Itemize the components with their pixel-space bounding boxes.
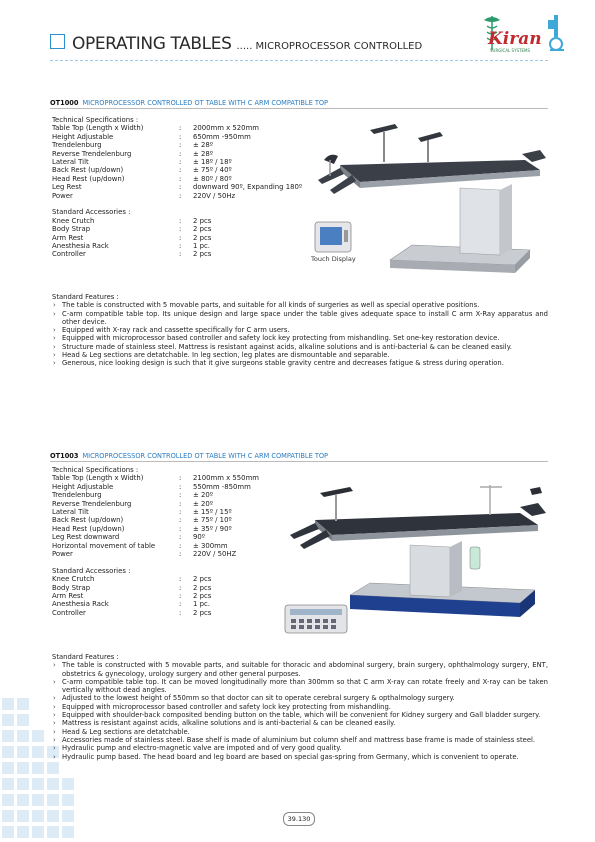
- spec-label: Trendelenburg: [52, 491, 102, 500]
- spec-colon: :: [179, 524, 182, 533]
- spec-row: [52, 234, 302, 242]
- product-divider: [50, 461, 548, 462]
- spec-colon: :: [179, 174, 182, 183]
- spec-label: Back Rest (up/down): [52, 516, 124, 525]
- spec-row: [52, 192, 302, 200]
- feature-item: › The table is constructed with 5 movable parts, and suitable for all kinds of surgeries as well as special operative positions.: [52, 301, 548, 309]
- spec-label: Leg Rest downward: [52, 533, 120, 542]
- spec-colon: :: [179, 541, 182, 550]
- spec-value: 1 pc.: [193, 600, 210, 609]
- feature-item: › Hydraulic pump and electro-magnetic valve are impoted and of very good quality.: [52, 744, 548, 752]
- spec-label: Power: [52, 549, 73, 558]
- product-code: OT1000: [50, 99, 79, 107]
- feature-item: › The table is constructed with 5 movable parts, and suitable for thoracic and abdominal surgery, brain surgery, ophthalmology surgery, ENT, obstetrics & gynecology, urology surgery and other general purposes.: [52, 661, 548, 678]
- spec-colon: :: [179, 166, 182, 175]
- spec-value: ± 80º / 80º: [193, 174, 232, 183]
- feature-item: › Generous, nice looking design is such that it give surgeons stable gravity centre and decreases fatigue & stress during operation.: [52, 359, 548, 367]
- spec-colon: :: [179, 141, 182, 150]
- feature-item: › Head & Leg sections are detatchable.: [52, 728, 548, 736]
- feature-item: › Equipped with shoulder-back composited bending button on the table, which will be convenient for Kidney surgery and Gall bladder surgery.: [52, 711, 548, 719]
- spec-table: [52, 116, 302, 259]
- spec-row: [52, 124, 302, 132]
- deco-square: [32, 778, 44, 790]
- product-name: MICROPROCESSOR CONTROLLED OT TABLE WITH C ARM COMPATIBLE TOP: [82, 452, 329, 460]
- spec-value: 220V / 50Hz: [193, 191, 236, 200]
- deco-square: [32, 794, 44, 806]
- spec-colon: :: [179, 533, 182, 542]
- page-number: 39.130: [283, 812, 315, 826]
- spec-value: ± 75º / 10º: [193, 516, 232, 525]
- deco-square: [32, 746, 44, 758]
- deco-square: [47, 762, 59, 774]
- spec-colon: :: [179, 191, 182, 200]
- page-subtitle: ..... MICROPROCESSOR CONTROLLED: [236, 41, 423, 52]
- spec-value: 1 pc.: [193, 241, 210, 250]
- spec-row: [52, 158, 302, 166]
- feature-item: › C-arm compatible table top. Its unique design and large space under the table gives adequate space to install C arm X-Ray apparatus and other device.: [52, 310, 548, 327]
- spec-label: Controller: [52, 608, 86, 617]
- spec-row: [52, 225, 302, 233]
- spec-colon: :: [179, 233, 182, 242]
- spec-label: Reverse Trendelenburg: [52, 149, 132, 158]
- deco-square: [62, 810, 74, 822]
- spec-value: ± 35º / 90º: [193, 524, 232, 533]
- deco-square: [17, 714, 29, 726]
- deco-square: [2, 778, 14, 790]
- spec-value: 2 pcs: [193, 583, 212, 592]
- spec-value: 2 pcs: [193, 608, 212, 617]
- spec-row: [52, 491, 259, 499]
- spec-row: [52, 242, 302, 250]
- features-list: [52, 653, 548, 761]
- spec-row: [52, 584, 259, 592]
- spec-colon: :: [179, 474, 182, 483]
- spec-label: Lateral Tilt: [52, 507, 89, 516]
- spec-value: 2 pcs: [193, 575, 212, 584]
- deco-square: [47, 826, 59, 838]
- features-list: [52, 293, 548, 368]
- spec-row: [52, 516, 259, 524]
- deco-square: [47, 794, 59, 806]
- product-code: OT1003: [50, 452, 79, 460]
- spec-row: [52, 508, 259, 516]
- header-divider: [50, 60, 548, 61]
- spec-colon: :: [179, 225, 182, 234]
- spec-row: [52, 609, 259, 617]
- spec-colon: :: [179, 507, 182, 516]
- deco-square: [47, 778, 59, 790]
- deco-square: [17, 810, 29, 822]
- svg-text:Kiran: Kiran: [488, 29, 542, 49]
- deco-square: [2, 698, 14, 710]
- spec-label: Horizontal movement of table: [52, 541, 156, 550]
- spec-value: ± 28º: [193, 141, 213, 150]
- spec-row: [52, 575, 259, 583]
- product-heading: [50, 452, 328, 460]
- deco-square: [17, 762, 29, 774]
- deco-square: [62, 794, 74, 806]
- deco-square: [2, 794, 14, 806]
- spec-colon: :: [179, 549, 182, 558]
- spec-row: [52, 525, 259, 533]
- deco-square: [32, 730, 44, 742]
- features-title: Standard Features :: [52, 293, 119, 301]
- spec-row: [52, 150, 302, 158]
- spec-title: Technical Specifications :: [52, 466, 139, 474]
- spec-label: Anesthesia Rack: [52, 600, 109, 609]
- spec-value: 2100mm x 550mm: [193, 474, 259, 483]
- page-title-main: OPERATING TABLES: [72, 34, 232, 54]
- spec-colon: :: [179, 149, 182, 158]
- feature-item: › C-arm compatible table top. It can be moved longitudinally more than 300mm so that C arm X-ray can rotate freely and X-ray can be taken vertically without dead angles.: [52, 678, 548, 695]
- spec-colon: :: [179, 491, 182, 500]
- feature-item: › Equipped with X-ray rack and cassette specifically for C arm users.: [52, 326, 548, 334]
- product-name: MICROPROCESSOR CONTROLLED OT TABLE WITH C ARM COMPATIBLE TOP: [82, 99, 329, 107]
- spec-label: Lateral Tilt: [52, 157, 89, 166]
- spec-colon: :: [179, 482, 182, 491]
- deco-square: [2, 746, 14, 758]
- spec-row: [52, 550, 259, 558]
- spec-colon: :: [179, 216, 182, 225]
- spec-row: [52, 483, 259, 491]
- header-square-icon: [50, 34, 65, 49]
- spec-row: [52, 175, 302, 183]
- spec-label: Arm Rest: [52, 233, 84, 242]
- svg-text:SURGICAL SYSTEMS: SURGICAL SYSTEMS: [490, 48, 531, 53]
- spec-value: downward 90º, Expanding 180º: [193, 183, 303, 192]
- spec-label: Body Strap: [52, 583, 91, 592]
- spec-label: Height Adjustable: [52, 132, 114, 141]
- spec-label: Controller: [52, 250, 86, 259]
- spec-label: Knee Crutch: [52, 216, 95, 225]
- spec-value: ± 300mm: [193, 541, 228, 550]
- spec-colon: :: [179, 241, 182, 250]
- spec-row: [52, 592, 259, 600]
- spec-row: [52, 183, 302, 191]
- deco-square: [2, 714, 14, 726]
- deco-square: [2, 762, 14, 774]
- spec-value: 220V / 50HZ: [193, 549, 237, 558]
- spec-colon: :: [179, 516, 182, 525]
- spec-label: Table Top (Length x Width): [52, 474, 144, 483]
- ot1003-table-image: [270, 475, 550, 645]
- spec-label: Reverse Trendelenburg: [52, 499, 132, 508]
- spec-row: [52, 500, 259, 508]
- spec-row: [52, 542, 259, 550]
- spec-row: [52, 600, 259, 608]
- spec-value: 2 pcs: [193, 233, 212, 242]
- spec-label: Back Rest (up/down): [52, 166, 124, 175]
- spec-table: [52, 466, 259, 617]
- accessories-title: Standard Accessories :: [52, 566, 131, 575]
- spec-value: ± 18º / 18º: [193, 157, 232, 166]
- spec-colon: :: [179, 600, 182, 609]
- product-divider: [50, 108, 548, 109]
- spec-value: 90º: [193, 533, 206, 542]
- spec-row: [52, 166, 302, 174]
- spec-value: 2 pcs: [193, 225, 212, 234]
- spec-value: 2 pcs: [193, 216, 212, 225]
- spec-label: Head Rest (up/down): [52, 524, 125, 533]
- page-title: [72, 34, 422, 54]
- spec-value: 2 pcs: [193, 591, 212, 600]
- spec-label: Head Rest (up/down): [52, 174, 125, 183]
- spec-row: [52, 217, 302, 225]
- deco-square: [32, 826, 44, 838]
- spec-label: Leg Rest: [52, 183, 82, 192]
- deco-square: [17, 826, 29, 838]
- spec-colon: :: [179, 608, 182, 617]
- feature-item: › Accessories made of stainless steel. Base shelf is made of aluminium but column shelf and mattress base frame is made of stainless steel.: [52, 736, 548, 744]
- image-caption: Touch Display: [311, 255, 356, 263]
- deco-square: [47, 810, 59, 822]
- feature-item: › Hydraulic pump based. The head board and leg board are based on special gas-spring from Germany, which is convenient to operate.: [52, 753, 548, 761]
- features-title: Standard Features :: [52, 653, 119, 661]
- deco-square: [32, 810, 44, 822]
- feature-item: › Mattress is resistant against acids, alkaline solutions and is anti-bacterial & can be cleaned easily.: [52, 719, 548, 727]
- spec-value: 650mm -950mm: [193, 132, 251, 141]
- spec-value: ± 75º / 40º: [193, 166, 232, 175]
- spec-colon: :: [179, 591, 182, 600]
- spec-colon: :: [179, 124, 182, 133]
- spec-colon: :: [179, 575, 182, 584]
- kiran-logo: [478, 10, 573, 60]
- deco-square: [62, 778, 74, 790]
- spec-row: [52, 133, 302, 141]
- spec-row: [52, 141, 302, 149]
- spec-row: [52, 474, 259, 482]
- product-heading: [50, 99, 328, 107]
- feature-item: › Head & Leg sections are detatchable. In leg section, leg plates are dismountable and separable.: [52, 351, 548, 359]
- spec-value: 2 pcs: [193, 250, 212, 259]
- spec-value: 550mm -850mm: [193, 482, 251, 491]
- spec-row: [52, 533, 259, 541]
- feature-item: › Equipped with microprocessor based controller and safety lock key protecting from mishandling. Set one-key restoration device.: [52, 334, 548, 342]
- spec-colon: :: [179, 132, 182, 141]
- deco-square: [32, 762, 44, 774]
- spec-label: Body Strap: [52, 225, 91, 234]
- spec-label: Power: [52, 191, 73, 200]
- spec-colon: :: [179, 250, 182, 259]
- spec-row: [52, 250, 302, 258]
- deco-square: [17, 730, 29, 742]
- feature-item: › Adjusted to the lowest height of 550mm so that doctor can sit to operate cerebral surgery & opthalmology surgery.: [52, 694, 548, 702]
- spec-value: ± 15º / 15º: [193, 507, 232, 516]
- spec-value: ± 28º: [193, 149, 213, 158]
- spec-label: Trendelenburg: [52, 141, 102, 150]
- spec-colon: :: [179, 157, 182, 166]
- deco-square: [2, 826, 14, 838]
- accessories-title: Standard Accessories :: [52, 208, 131, 217]
- spec-value: ± 20º: [193, 491, 213, 500]
- spec-label: Knee Crutch: [52, 575, 95, 584]
- spec-value: ± 20º: [193, 499, 213, 508]
- spec-title: Technical Specifications :: [52, 116, 139, 124]
- spec-label: Anesthesia Rack: [52, 241, 109, 250]
- deco-square: [62, 826, 74, 838]
- spec-colon: :: [179, 499, 182, 508]
- spec-label: Arm Rest: [52, 591, 84, 600]
- deco-square: [17, 794, 29, 806]
- spec-colon: :: [179, 583, 182, 592]
- deco-square: [17, 698, 29, 710]
- deco-square: [2, 810, 14, 822]
- feature-item: › Equipped with microprocessor based controller and safety lock key protecting from mishandling.: [52, 703, 548, 711]
- spec-label: Height Adjustable: [52, 482, 114, 491]
- spec-value: 2000mm x 520mm: [193, 124, 259, 133]
- deco-square: [17, 778, 29, 790]
- spec-colon: :: [179, 183, 182, 192]
- spec-label: Table Top (Length x Width): [52, 124, 144, 133]
- deco-square: [2, 730, 14, 742]
- feature-item: › Structure made of stainless steel. Mattress is resistant against acids, alkaline solutions and is anti-bacterial & can be cleaned easily.: [52, 343, 548, 351]
- deco-square: [17, 746, 29, 758]
